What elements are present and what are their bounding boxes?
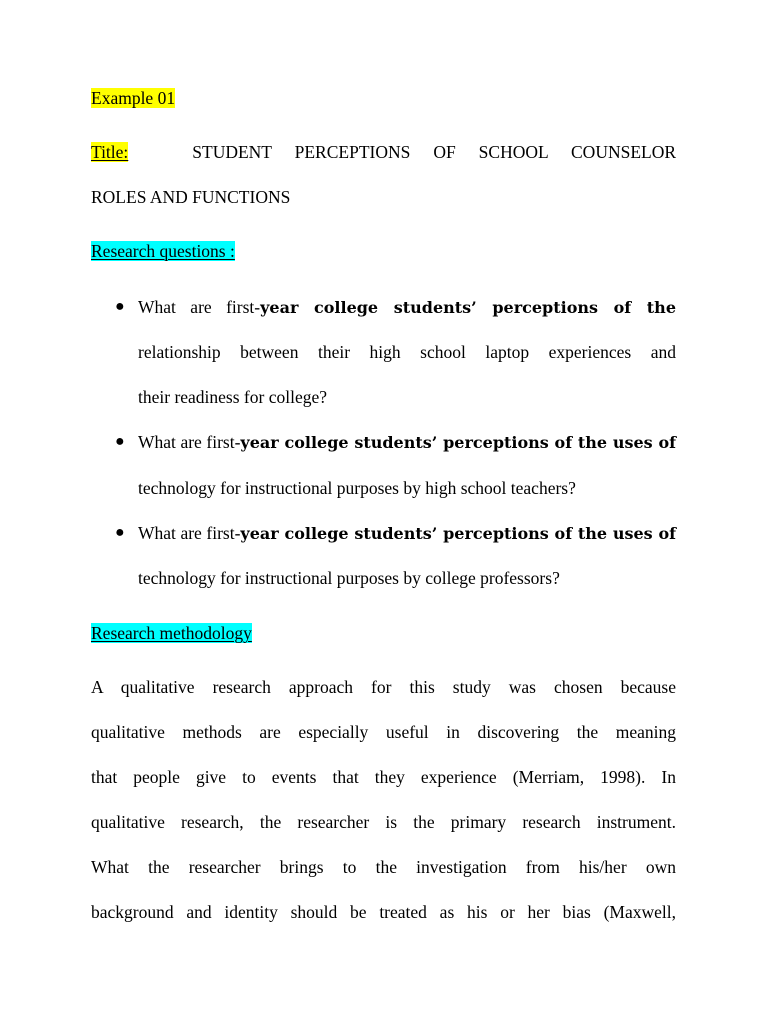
methodology-line-4: qualitative research, the researcher is the primary research instrument. [91,812,676,832]
question-1-line-2: relationship between their high school laptop experiences and [138,342,676,362]
title-line-1 [91,141,676,163]
research-methodology-heading-line [91,622,676,644]
question-1-line-3: their readiness for college? [138,387,328,407]
question-2-line-1: What are first-year college students’ perceptions of the uses of [138,432,676,452]
title-label: Title: [91,142,129,162]
research-methodology-heading: Research methodology [91,623,252,643]
bullet-icon: ● [115,433,125,450]
methodology-line-3: that people give to events that they experience (Merriam, 1998). In [91,767,676,787]
methodology-line-5: What the researcher brings to the investigation from his/her own [91,857,676,877]
question-3-line-1: What are first-year college students’ perceptions of the uses of [138,523,676,543]
methodology-line-1: A qualitative research approach for this study was chosen because [91,677,676,697]
bullet-icon: ● [115,298,125,315]
example-label: Example 01 [91,88,176,108]
research-questions-heading: Research questions : [91,241,235,261]
research-questions-heading-line [91,240,676,262]
example-label-line [91,87,676,109]
title-line-2 [91,186,676,208]
question-3-line-2: technology for instructional purposes by college professors? [138,568,560,588]
question-2-line-2: technology for instructional purposes by high school teachers? [138,478,576,498]
bullet-icon: ● [115,524,125,541]
methodology-line-2: qualitative methods are especially useful in discovering the meaning [91,722,676,742]
title-text-1: STUDENT PERCEPTIONS OF SCHOOL COUNSELOR [192,142,677,162]
methodology-line-6: background and identity should be treated as his or her bias (Maxwell, [91,902,676,922]
title-text-2: ROLES AND FUNCTIONS [91,187,291,207]
question-1-line-1: What are first-year college students’ perceptions of the [138,297,676,317]
